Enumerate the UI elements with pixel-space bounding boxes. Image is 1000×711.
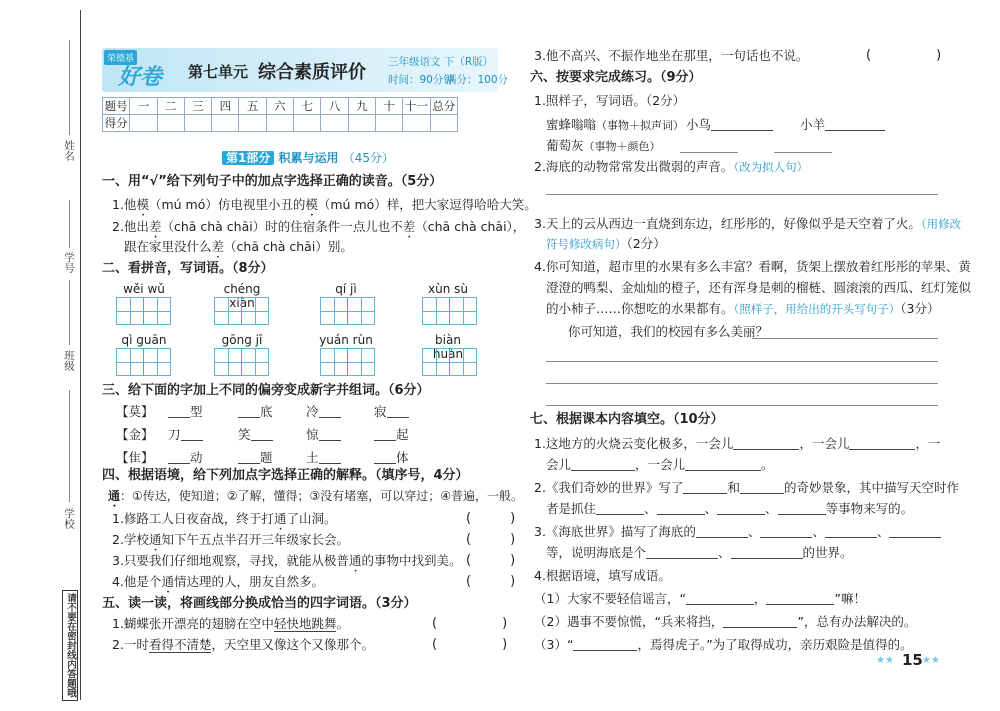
text: 1.蝴蝶张开漂亮的翅膀在空中 <box>112 616 274 631</box>
answer-line[interactable] <box>546 383 938 384</box>
text: 、 <box>644 501 657 516</box>
text: 、 <box>704 501 718 516</box>
text: （3分） <box>900 301 940 316</box>
dotted-char: 差 <box>211 239 225 254</box>
q4-item-4 <box>112 574 324 596</box>
underlined-text: 看得不清楚 <box>148 637 212 652</box>
time-label: 时间：90分钟 <box>388 74 454 86</box>
text: 等，说明海底是个 <box>546 545 647 560</box>
q4-definitions <box>108 488 523 510</box>
q6-title: 六、按要求完成练习。（9分） <box>530 70 702 85</box>
q7-item-1-cont <box>546 457 774 473</box>
dotted-char: 差 <box>148 219 162 234</box>
part-heading <box>222 149 394 166</box>
text: 的奇妙景象，其中描写天空时作 <box>783 480 959 495</box>
text: （1）大家不要轻信谣言， <box>534 591 680 606</box>
text: ，天空里又像这个又像那个。 <box>211 637 374 652</box>
row-label-score: 得分 <box>103 115 130 132</box>
q6-example-1 <box>546 117 684 134</box>
q7-item-3 <box>534 524 941 540</box>
q6-item-4-l3 <box>546 301 939 317</box>
score-cell[interactable] <box>239 115 266 132</box>
q6-blank-bird[interactable] <box>686 117 773 133</box>
text: 。 <box>336 616 349 631</box>
q6-item-4-l2: 澄澄的鸭梨、金灿灿的橙子，还有浑身是刺的榴梿、圆滚滚的西瓜、红灯笼似 <box>546 280 972 295</box>
dotted-char: 通 <box>161 574 174 589</box>
row-label-number: 题号 <box>103 98 130 115</box>
text: 2.学校 <box>112 532 149 547</box>
col-header: 三 <box>184 98 211 115</box>
q6-blank-sheep[interactable] <box>800 117 885 133</box>
text: 寂 <box>374 404 387 419</box>
text: 动 <box>190 450 203 465</box>
text: ”嘛！ <box>834 591 866 606</box>
part-score: （45分） <box>342 151 395 165</box>
answer-paren[interactable]: ( ) <box>466 574 516 589</box>
q3-blank[interactable] <box>168 427 203 443</box>
id-line <box>69 200 70 248</box>
text: 、 <box>876 524 890 539</box>
text: 笑 <box>238 427 251 442</box>
text: （chā chà chāi）时的住宿条件一点儿也不 <box>161 219 403 234</box>
instruction-note: （照样子，用给出的开头写句子） <box>733 302 901 316</box>
pinyin: yuán rùn <box>319 333 373 347</box>
text: 刀 <box>168 427 181 442</box>
answer-line[interactable] <box>546 405 938 406</box>
seal-line <box>80 10 81 700</box>
score-cell[interactable] <box>430 115 457 132</box>
text: 惊 <box>306 427 319 442</box>
q2-title: 二、看拼音，写词语。（8分） <box>102 261 274 276</box>
col-header: 五 <box>239 98 266 115</box>
q5-item-1 <box>112 616 349 632</box>
writing-grid[interactable] <box>422 297 476 325</box>
class-line <box>69 280 70 345</box>
text: （mú mó）样，把大家逗得哈哈大笑。 <box>317 197 537 212</box>
dotted-char: 通 <box>348 553 362 568</box>
q1-item-2-cont <box>124 239 353 261</box>
text: 和 <box>727 480 740 495</box>
text: ，一会儿 <box>799 436 850 451</box>
dotted-char: 通 <box>108 489 121 503</box>
writing-grid[interactable] <box>214 297 268 325</box>
col-header: 八 <box>321 98 348 115</box>
answer-paren[interactable]: ( ) <box>866 48 942 63</box>
text: ，焉得虎子。”为了取得成功，亲历艰险是值得的。 <box>637 637 913 652</box>
text: （chā chà chāi）， <box>415 219 526 234</box>
q3-key: 【隹】 <box>116 450 154 465</box>
q3-blank[interactable] <box>168 450 203 466</box>
q3-blank[interactable] <box>374 427 409 443</box>
text: 、 <box>747 524 761 539</box>
col-header: 六 <box>266 98 293 115</box>
score-cell[interactable] <box>266 115 293 132</box>
text: 的小柿子……你想吃的水果都有。 <box>546 301 734 316</box>
part-tag: 第1部分 <box>222 151 274 165</box>
q3-blank[interactable] <box>374 404 409 420</box>
q1-item-2 <box>112 219 525 241</box>
text: 2.他出 <box>112 219 149 234</box>
writing-grid[interactable] <box>116 348 170 376</box>
pinyin: xùn sù <box>428 282 468 296</box>
q6-item-4-start: 你可知道，我们的校园有多么美丽？ <box>568 324 769 339</box>
name-label: 姓名 <box>63 140 75 161</box>
text: （2）遇事不要惊慌，“兵来将挡， <box>534 614 724 629</box>
q3-blank[interactable] <box>238 404 273 420</box>
text: （mú mó）仿电视里小丑的 <box>148 197 306 212</box>
text: 会儿 <box>546 457 572 472</box>
q5-title: 五、读一读，将画线部分换成恰当的四字词语。（3分） <box>102 596 417 611</box>
writing-grid[interactable] <box>422 348 476 376</box>
instruction-note: 符号修改病句） <box>546 237 627 251</box>
text: 土 <box>306 450 319 465</box>
text: 3.天上的云从西边一直烧到东边，红彤彤的，好像似乎是天空着了火。 <box>534 216 921 231</box>
q7-idiom-2 <box>534 614 916 630</box>
text: 了山洞。 <box>286 511 337 526</box>
q6-item-2 <box>534 159 808 175</box>
q4-item-2 <box>112 532 349 554</box>
answer-line[interactable] <box>752 338 938 339</box>
answer-paren[interactable]: ( ) <box>466 511 516 526</box>
q6-item-3 <box>534 216 961 232</box>
text: 体 <box>396 450 409 465</box>
q3-blank[interactable] <box>168 404 203 420</box>
text: ，一 <box>915 436 941 451</box>
col-header: 九 <box>348 98 375 115</box>
q3-title: 三、给下面的字加上不同的偏旁变成新字并组词。（6分） <box>102 383 430 398</box>
instruction-note: （改为拟人句） <box>733 160 809 174</box>
score-cell[interactable] <box>348 115 375 132</box>
q5-item-3: 3.他不高兴、不振作地坐在那里，一句话也不说。 <box>534 48 809 63</box>
text: 蜜蜂嗡嗡 <box>546 117 597 132</box>
q5-item-2 <box>112 637 374 653</box>
dotted-char: 通 <box>148 532 162 547</box>
q4-item-1 <box>112 511 336 533</box>
text: 等事物来写的。 <box>825 501 914 516</box>
page-number: 15 <box>902 651 923 669</box>
col-header: 一 <box>130 98 157 115</box>
text: （2分） <box>626 236 666 251</box>
pinyin: wěi wǔ <box>123 282 165 296</box>
q6-item-4-l1: 4.你可知道，超市里的水果有多么丰富？看啊，货架上摆放着红彤彤的苹果、黄 <box>534 259 971 274</box>
text: 跟在家里没什么 <box>124 239 212 254</box>
id-label: 学号 <box>63 252 75 273</box>
writing-grid[interactable] <box>116 297 170 325</box>
answer-paren[interactable]: ( ) <box>466 553 516 568</box>
q7-idiom-1: （1）大家不要轻信谣言，“ ， ”嘛！ <box>534 591 866 606</box>
col-header: 二 <box>157 98 184 115</box>
score-cell[interactable] <box>157 115 184 132</box>
q7-title: 七、根据课本内容填空。（10分） <box>530 412 724 427</box>
text: 。 <box>761 457 774 472</box>
score-cell[interactable] <box>184 115 211 132</box>
school-label: 学校 <box>63 508 75 529</box>
answer-line[interactable] <box>546 361 938 362</box>
text: （事物＋颜色） <box>583 140 661 153</box>
q7-item-1 <box>534 436 940 452</box>
pinyin: gōng jī <box>221 333 263 347</box>
score-cell[interactable] <box>294 115 321 132</box>
pinyin: chéng <box>223 282 261 296</box>
score-cell[interactable] <box>403 115 430 132</box>
score-cell[interactable] <box>321 115 348 132</box>
star-decoration: ★★ <box>876 655 894 666</box>
text: 、 <box>765 501 778 516</box>
writing-grid[interactable] <box>320 348 374 376</box>
instruction-note: （用修改 <box>920 217 962 231</box>
dotted-char: 模 <box>136 197 149 212</box>
text: ”，总有办法解决的。 <box>797 614 917 629</box>
pinyin: qì guān <box>121 333 167 347</box>
school-line <box>69 390 70 502</box>
dotted-char: 模 <box>305 197 318 212</box>
q6-example-2 <box>546 138 661 155</box>
brand-badge: 荣德基 <box>104 50 137 65</box>
writing-grid[interactable] <box>320 297 374 325</box>
answer-paren[interactable]: ( ) <box>432 616 508 631</box>
text: 1.这地方的火烧云变化极多，一会儿 <box>534 436 734 451</box>
q3-blank[interactable] <box>374 450 409 466</box>
col-header: 十一 <box>403 98 430 115</box>
text: ：①传达，使知道；②了解，懂得；③没有堵塞，可以穿过；④普遍，一般。 <box>120 489 524 503</box>
pinyin: qí jì <box>335 282 357 296</box>
star-decoration: ★★ <box>922 655 940 666</box>
col-header: 十 <box>375 98 402 115</box>
col-header: 总分 <box>430 98 457 115</box>
q6-item-3-cont <box>546 236 666 252</box>
answer-line[interactable] <box>680 152 738 153</box>
text: 3.只要我们仔细地观察，寻找，就能从极普 <box>112 553 349 568</box>
text: 者是抓住 <box>546 501 597 516</box>
text: 知下午五点半召开三年级家长会。 <box>161 532 349 547</box>
part-title: 积累与运用 <box>278 151 339 165</box>
text: 3.《海底世界》描写了海底的 <box>534 524 696 539</box>
text: （chā chà chāi）别。 <box>224 239 353 254</box>
writing-grid[interactable] <box>214 348 268 376</box>
text: 的世界。 <box>802 545 853 560</box>
score-table <box>102 97 458 132</box>
grade-label: 三年级语文 下（R版） <box>388 56 494 68</box>
q3-blank[interactable] <box>238 450 273 466</box>
text: 2.一时 <box>112 637 149 652</box>
q3-blank[interactable] <box>306 404 341 420</box>
text: 1.他 <box>112 197 137 212</box>
q3-key: 【金】 <box>116 427 154 442</box>
text: 、 <box>718 545 731 560</box>
text: 4.他是个 <box>112 574 162 589</box>
dotted-char: 差 <box>402 219 416 234</box>
underlined-text: 轻快地跳舞 <box>273 616 337 631</box>
name-line <box>69 40 70 135</box>
q1-title: 一、用“√”给下列句子中的加点字选择正确的读音。（5分） <box>102 174 443 189</box>
text: （3）“ <box>534 637 574 652</box>
answer-paren[interactable]: ( ) <box>466 532 516 547</box>
dotted-char: 通 <box>273 511 287 526</box>
text: 小羊 <box>800 117 826 132</box>
text: 底 <box>260 404 273 419</box>
q3-blank[interactable] <box>238 427 273 443</box>
col-header: 七 <box>294 98 321 115</box>
text: 的事物中找到美。 <box>361 553 462 568</box>
q3-blank[interactable] <box>306 450 341 466</box>
answer-line[interactable] <box>546 194 938 195</box>
text: （事物＋拟声词） <box>596 119 685 132</box>
score-label: 满分：100分 <box>446 74 509 86</box>
q7-idiom-3 <box>534 637 913 653</box>
text: 1.修路工人日夜奋战，终于打 <box>112 511 274 526</box>
q7-item-4: 4.根据语境，填写成语。 <box>534 568 671 583</box>
text: 情达理的人，朋友自然多。 <box>173 574 324 589</box>
q4-item-3 <box>112 553 461 575</box>
score-cell[interactable] <box>130 115 157 132</box>
text: 、 <box>812 524 825 539</box>
score-cell[interactable] <box>375 115 402 132</box>
text: 冷 <box>306 404 319 419</box>
unit-label: 第七单元 <box>188 63 249 81</box>
seal-warning: 请不要在密封线内答题哦 <box>62 590 78 701</box>
q4-title: 四、根据语境，给下列加点字选择正确的解释。（填序号，4分） <box>102 468 469 483</box>
q3-key: 【莫】 <box>116 404 154 419</box>
text: 型 <box>190 404 203 419</box>
q1-item-1 <box>112 197 537 219</box>
text: 起 <box>396 427 409 442</box>
q7-item-2-cont <box>546 501 913 517</box>
q7-item-2 <box>534 480 959 496</box>
text: 2.《我们奇妙的世界》写了 <box>534 480 684 495</box>
class-label: 班级 <box>63 350 75 371</box>
brand-logo: 好卷 <box>118 65 163 90</box>
text: 小鸟 <box>686 117 712 132</box>
col-header: 四 <box>212 98 239 115</box>
page-title: 综合素质评价 <box>258 62 366 83</box>
answer-paren[interactable]: ( ) <box>432 637 508 652</box>
text: 2.海底的动物常常发出微弱的声音。 <box>534 159 734 174</box>
q6-item-1: 1.照样子，写词语。（2分） <box>534 93 686 108</box>
pinyin: biàn <box>435 333 461 347</box>
text: ，一会儿 <box>635 457 686 472</box>
text: 题 <box>260 450 273 465</box>
text: 葡萄灰 <box>546 138 584 153</box>
score-cell[interactable] <box>212 115 239 132</box>
answer-line[interactable] <box>774 152 832 153</box>
q7-item-3-cont <box>546 545 853 561</box>
q3-blank[interactable] <box>306 427 341 443</box>
